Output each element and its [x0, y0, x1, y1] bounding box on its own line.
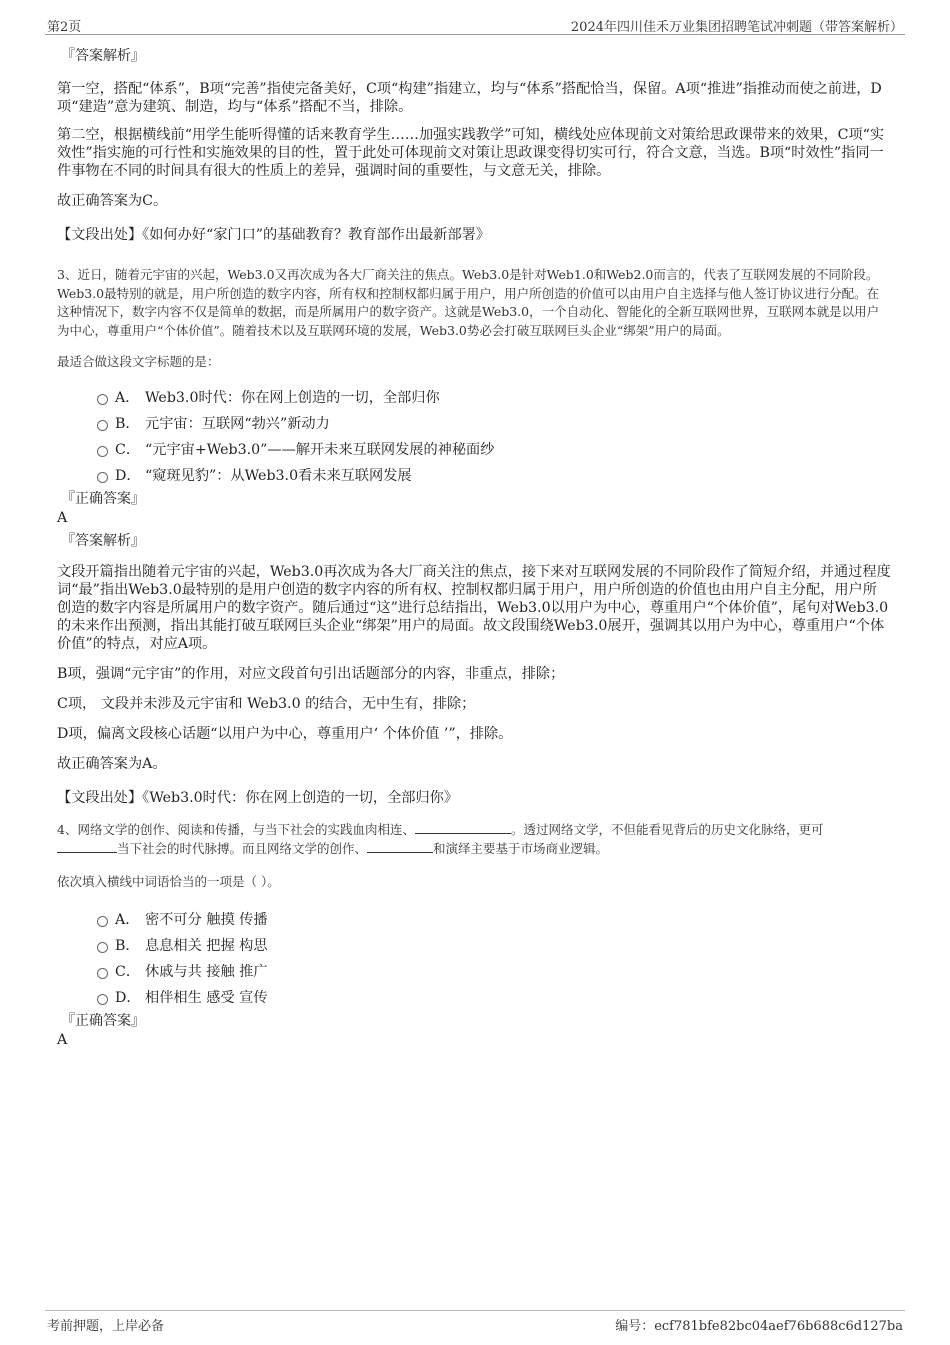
question-stem: 3、近日，随着元宇宙的兴起，Web3.0又再次成为各大厂商关注的焦点。Web3.0是针对Web1.0和Web2.0而言的，代表了互联网发展的不同阶段。Web3.0最特别的就是，用户所创造的数字内容，所有权和控制权都归属于用户，用户所创造的价值可以由用户自主选择与他人签订协议进行分配。在这种情况下，数字内容不仅是简单的数据，而是所属用户的数字资产。这就是Web3.0，一个自动化、智能化的全新互联网世界，互联网本就是以用户为中心，尊重用户“个体价值”。随着技术以及互联网环境的发展，Web3.0势必会打破互联网巨头企业“绑架”用户的局面。: [57, 267, 880, 338]
radio-icon[interactable]: [97, 942, 108, 953]
stem-text: 当下社会的时代脉搏。而且网络文学的创作、: [117, 840, 368, 856]
question-stem: [57, 821, 891, 858]
option-text: 密不可分 触摸 传播: [145, 912, 268, 928]
radio-icon[interactable]: [97, 394, 108, 405]
option-list: [57, 907, 891, 1011]
analysis-conclusion: 故正确答案为A。: [57, 756, 167, 772]
radio-icon[interactable]: [97, 472, 108, 483]
option-text: “窥斑见豹”：从Web3.0看未来互联网发展: [145, 468, 412, 484]
fill-blank: [367, 840, 433, 853]
radio-icon[interactable]: [97, 994, 108, 1005]
analysis-conclusion: 故正确答案为C。: [57, 193, 168, 209]
option-a[interactable]: [57, 907, 891, 933]
option-text: Web3.0时代：你在网上创造的一切，全部归你: [145, 390, 440, 406]
analysis-paragraph: C项， 文段并未涉及元宇宙和 Web3.0 的结合，无中生有，排除；: [57, 696, 476, 712]
option-text: 休戚与共 接触 推广: [145, 964, 268, 980]
analysis-label: 『答案解析』: [61, 533, 145, 549]
correct-answer-label: 『正确答案』: [61, 491, 145, 507]
option-b[interactable]: [57, 411, 891, 437]
stem-text: 和演绎主要基于市场商业逻辑。: [433, 840, 609, 856]
option-b[interactable]: [57, 933, 891, 959]
analysis-paragraph: B项，强调“元宇宙”的作用，对应文段首句引出话题部分的内容，非重点，排除；: [57, 666, 565, 682]
question-prompt: 最适合做这段文字标题的是：: [57, 354, 220, 369]
option-letter: C．: [115, 442, 141, 458]
source-line: 【文段出处】《Web3.0时代：你在网上创造的一切，全部归你》: [57, 790, 459, 806]
fill-blank: [415, 821, 511, 834]
footer-slogan: 考前押题，上岸必备: [47, 1319, 165, 1334]
option-text: 息息相关 把握 构思: [145, 938, 268, 954]
option-letter: A．: [115, 390, 140, 406]
option-c[interactable]: [57, 959, 891, 985]
analysis-label: 『答案解析』: [61, 48, 145, 64]
correct-answer-value: A: [57, 1032, 68, 1048]
question-prompt: 依次填入横线中词语恰当的一项是（ ）。: [57, 874, 280, 889]
stem-text: 4、网络文学的创作、阅读和传播，与当下社会的实践血肉相连、: [57, 822, 415, 837]
page-footer: [45, 1310, 905, 1333]
source-line: 【文段出处】《如何办好“家门口”的基础教育？教育部作出最新部署》: [57, 227, 491, 243]
correct-answer-label: 『正确答案』: [61, 1013, 145, 1029]
stem-text: 。透过网络文学，不但能看见背后的历史文化脉络，更可: [510, 822, 824, 837]
option-d[interactable]: [57, 985, 891, 1011]
radio-icon[interactable]: [97, 446, 108, 457]
option-letter: C．: [115, 964, 141, 980]
option-list: [57, 385, 891, 489]
option-d[interactable]: [57, 463, 891, 489]
option-letter: A．: [115, 912, 140, 928]
correct-answer-value: A: [57, 510, 68, 526]
fill-blank: [57, 840, 117, 853]
option-letter: B．: [115, 416, 140, 432]
option-a[interactable]: [57, 385, 891, 411]
page-content: [57, 46, 891, 1049]
radio-icon[interactable]: [97, 420, 108, 431]
option-letter: B．: [115, 938, 140, 954]
page-number: 第2页: [47, 20, 82, 35]
radio-icon[interactable]: [97, 968, 108, 979]
option-letter: D．: [115, 468, 141, 484]
option-c[interactable]: [57, 437, 891, 463]
analysis-paragraph: 第一空，搭配“体系”，B项“完善”指使完备美好，C项“构建”指建立，均与“体系”搭配恰当，保留。A项“推进”指推动而使之前进，D项“建造”意为建筑、制造，均与“体系”搭配不当，排除。: [57, 81, 882, 115]
analysis-paragraph: D项，偏离文段核心话题“以用户为中心，尊重用户‘ 个体价值 ’”，排除。: [57, 726, 513, 742]
radio-icon[interactable]: [97, 916, 108, 927]
option-text: 元宇宙：互联网“勃兴”新动力: [145, 416, 330, 432]
page-header: [45, 14, 905, 35]
option-text: “元宇宙+Web3.0”——解开未来互联网发展的神秘面纱: [145, 442, 495, 458]
option-letter: D．: [115, 990, 141, 1006]
analysis-paragraph: 文段开篇指出随着元宇宙的兴起，Web3.0再次成为各大厂商关注的焦点，接下来对互联网发展的不同阶段作了简短介绍，并通过程度词“最”指出Web3.0最特别的是用户创造的数字内容的所有权、控制权都归属于用户，用户所创造的价值也由用户自主分配，用户所创造的数字内容是所属用户的数字资产。随后通过“这”进行总结指出，Web3.0以用户为中心，尊重用户“个体价值”，尾句对Web3.0的未来作出预测，指出其能打破互联网巨头企业“绑架”用户的局面。故文段围绕Web3.0展开，强调其以用户为中心，尊重用户“个体价值”的特点，对应A项。: [57, 564, 891, 652]
document-id: 编号：ecf781bfe82bc04aef76b688c6d127ba: [615, 1319, 903, 1334]
analysis-paragraph: 第二空，根据横线前“用学生能听得懂的话来教育学生……加强实践教学”可知，横线处应体现前文对策给思政课带来的效果，C项“实效性”指实施的可行性和实施效果的目的性，置于此处可体现前文对策让思政课变得切实可行，符合文意，当选。B项“时效性”指同一件事物在不同的时间具有很大的性质上的差异，强调时间的重要性，与文意无关，排除。: [57, 127, 885, 179]
option-text: 相伴相生 感受 宣传: [145, 990, 268, 1006]
document-title: 2024年四川佳禾万业集团招聘笔试冲刺题（带答案解析）: [570, 20, 903, 35]
